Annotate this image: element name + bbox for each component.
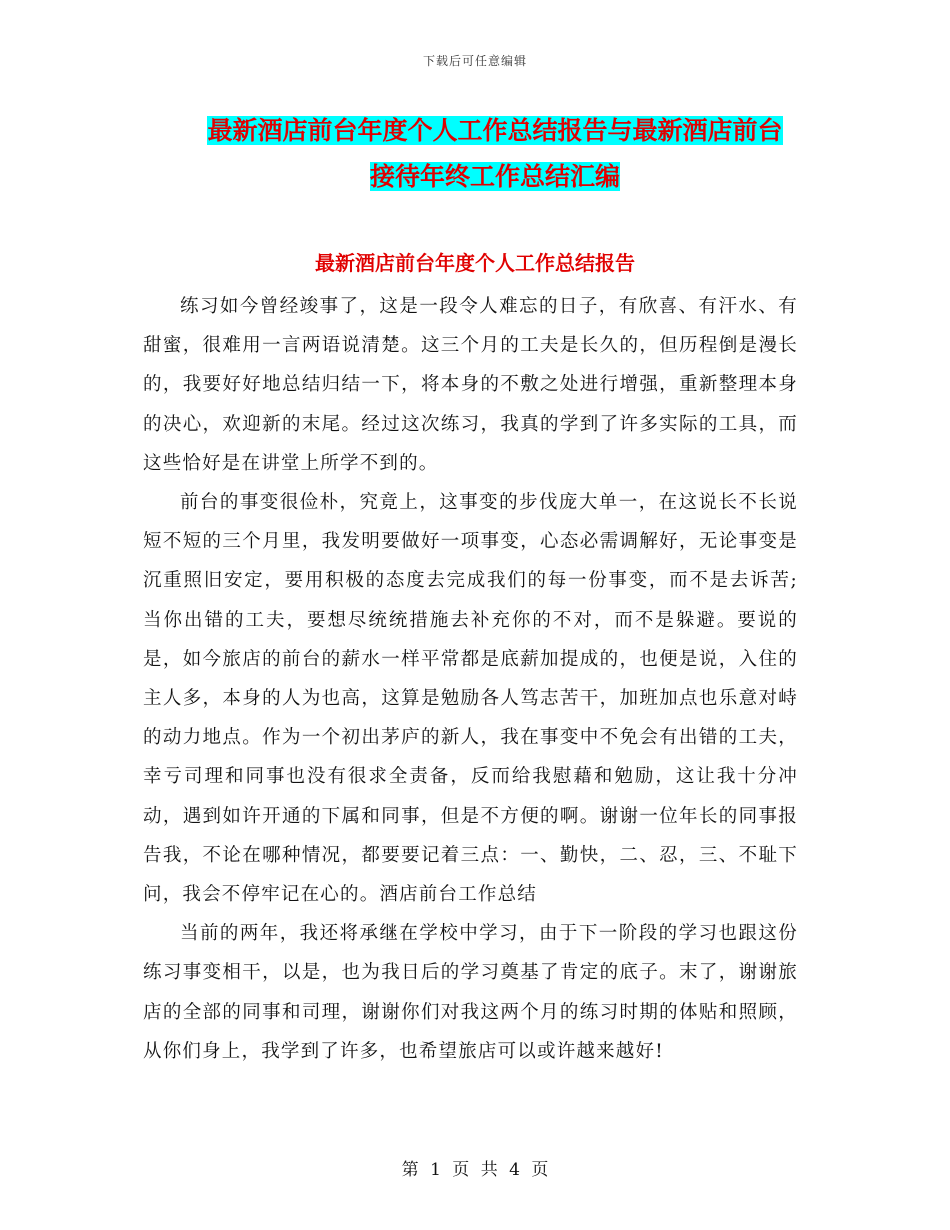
document-title-line-1: 最新酒店前台年度个人工作总结报告与最新酒店前台 [207,116,783,145]
page-footer: 第 1 页 共 4 页 [401,1160,549,1180]
document-title [150,108,840,200]
paragraph: 前台的事变很俭朴，究竟上，这事变的步伐庞大单一，在这说长不长说短不短的三个月里，我发明要做好一项事变，心态必需调解好，无论事变是沉重照旧安定，要用积极的态度去完成我们的每一份事变，而不是去诉苦;当你出错的工夫，要想尽统统措施去补充你的不对，而不是躲避。要说的是，如今旅店的前台的薪水一样平常都是底薪加提成的，也便是说，入住的主人多，本身的人为也高，这算是勉励各人笃志苦干，加班加点也乐意对峙的动力地点。作为一个初出茅庐的新人，我在事变中不免会有出错的工夫，幸亏司理和同事也没有很求全责备，反而给我慰藉和勉励，这让我十分冲动，遇到如许开通的下属和同事，但是不方便的啊。谢谢一位年长的同事报告我，不论在哪种情况，都要要记着三点：一、勤快，二、忍，三、不耻下问，我会不停牢记在心的。酒店前台工作总结 [143,492,798,906]
paragraph: 练习如今曾经竣事了，这是一段令人难忘的日子，有欣喜、有汗水、有甜蜜，很难用一言两语说清楚。这三个月的工夫是长久的，但历程倒是漫长的，我要好好地总结归结一下，将本身的不敷之处进行增强，重新整理本身的决心，欢迎新的末尾。经过这次练习，我真的学到了许多实际的工具，而这些恰好是在讲堂上所学不到的。 [143,296,798,474]
header-note: 下载后可任意编辑 [422,54,527,68]
section-title: 最新酒店前台年度个人工作总结报告 [315,251,635,275]
document-title-line-2: 接待年终工作总结汇编 [369,162,620,191]
body-text [143,287,798,1071]
paragraph: 当前的两年，我还将承继在学校中学习，由于下一阶段的学习也跟这份练习事变相干，以是，也为我日后的学习奠基了肯定的底子。末了，谢谢旅店的全部的同事和司理，谢谢你们对我这两个月的练习时期的体贴和照顾，从你们身上，我学到了许多，也希望旅店可以或许越来越好! [143,923,798,1062]
